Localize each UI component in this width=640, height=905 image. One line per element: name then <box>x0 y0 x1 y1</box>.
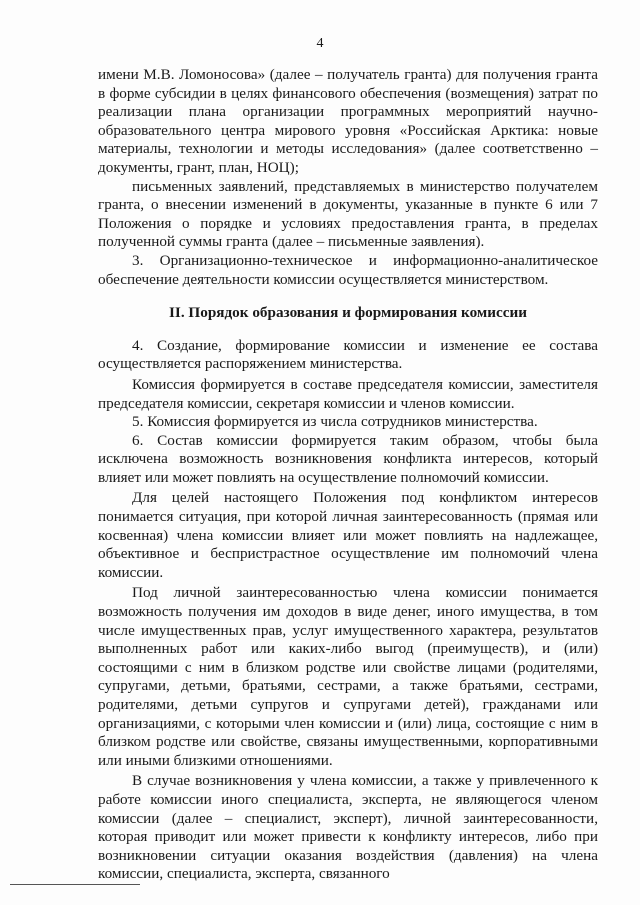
paragraph-recipient: имени М.В. Ломоносова» (далее – получатель гранта) для получения гранта в форме субсидии в целях финансового обеспечения (возмещения) затрат по реализации плана организации программных мероприятий научно-образовательного центра мирового уровня «Российская Арктика: новые материалы, технологии и методы исследования» (далее соответственно – документы, грант, план, НОЦ); <box>98 66 598 176</box>
paragraph-case-of-conflict: В случае возникновения у члена комиссии, а также у привлеченного к работе комиссии иного специалиста, эксперта, не являющегося членом комиссии (далее – специалист, эксперт), личной заинтересованности, которая приводит или может привести к конфликту интересов, либо при возникновении ситуации оказания воздействия (давления) на члена комиссии, специалиста, эксперта, связанного <box>98 772 598 883</box>
section-heading-2: II. Порядок образования и формирования комиссии <box>169 304 527 322</box>
paragraph-6-conflict: 6. Состав комиссии формируется таким образом, чтобы была исключена возможность возникновения конфликта интересов, который влияет или может повлиять на осуществление полномочий комиссии. <box>98 431 598 486</box>
paragraph-4-creation: 4. Создание, формирование комиссии и изменение ее состава осуществляется распоряжением министерства. <box>98 336 598 373</box>
paragraph-personal-interest: Под личной заинтересованностью члена комиссии понимается возможность получения им доходов в виде денег, иного имущества, в том числе имущественных прав, услуг имущественного характера, результатов выполненных работ или каких-либо выгод (преимуществ), и (или) состоящими с ним в близком родстве или свойстве лицами (родителями, супругами, детьми, братьями, сестрами, а также братьями, сестрами, родителями, детьми супругов и супругами детей), гражданами или организациями, с которыми член комиссии и (или) лица, состоящие с ним в близком родстве или свойстве, связаны имущественными, корпоративными или иными близкими отношениями. <box>98 584 598 769</box>
page-number: 4 <box>316 36 324 51</box>
paragraph-conflict-definition: Для целей настоящего Положения под конфликтом интересов понимается ситуация, при которой личная заинтересованность (прямая или косвенная) члена комиссии влияет или может повлиять на надлежащее, объективное и беспристрастное осуществление им полномочий члена комиссии. <box>98 489 598 581</box>
footer-divider <box>10 884 140 885</box>
paragraph-3-support: 3. Организационно-техническое и информационно-аналитическое обеспечение деятельности комиссии осуществляется министерством. <box>98 251 598 288</box>
paragraph-composition: Комиссия формируется в составе председателя комиссии, заместителя председателя комиссии, секретаря комиссии и членов комиссии. <box>98 375 598 412</box>
paragraph-written-applications: письменных заявлений, представляемых в министерство получателем гранта, о внесении изменений в документы, указанные в пункте 6 или 7 Положения о порядке и условиях предоставления гранта, в пределах полученной суммы гранта (далее – письменные заявления). <box>98 177 598 251</box>
paragraph-5-members: 5. Комиссия формируется из числа сотрудников министерства. <box>132 413 538 431</box>
document-body <box>98 66 598 884</box>
